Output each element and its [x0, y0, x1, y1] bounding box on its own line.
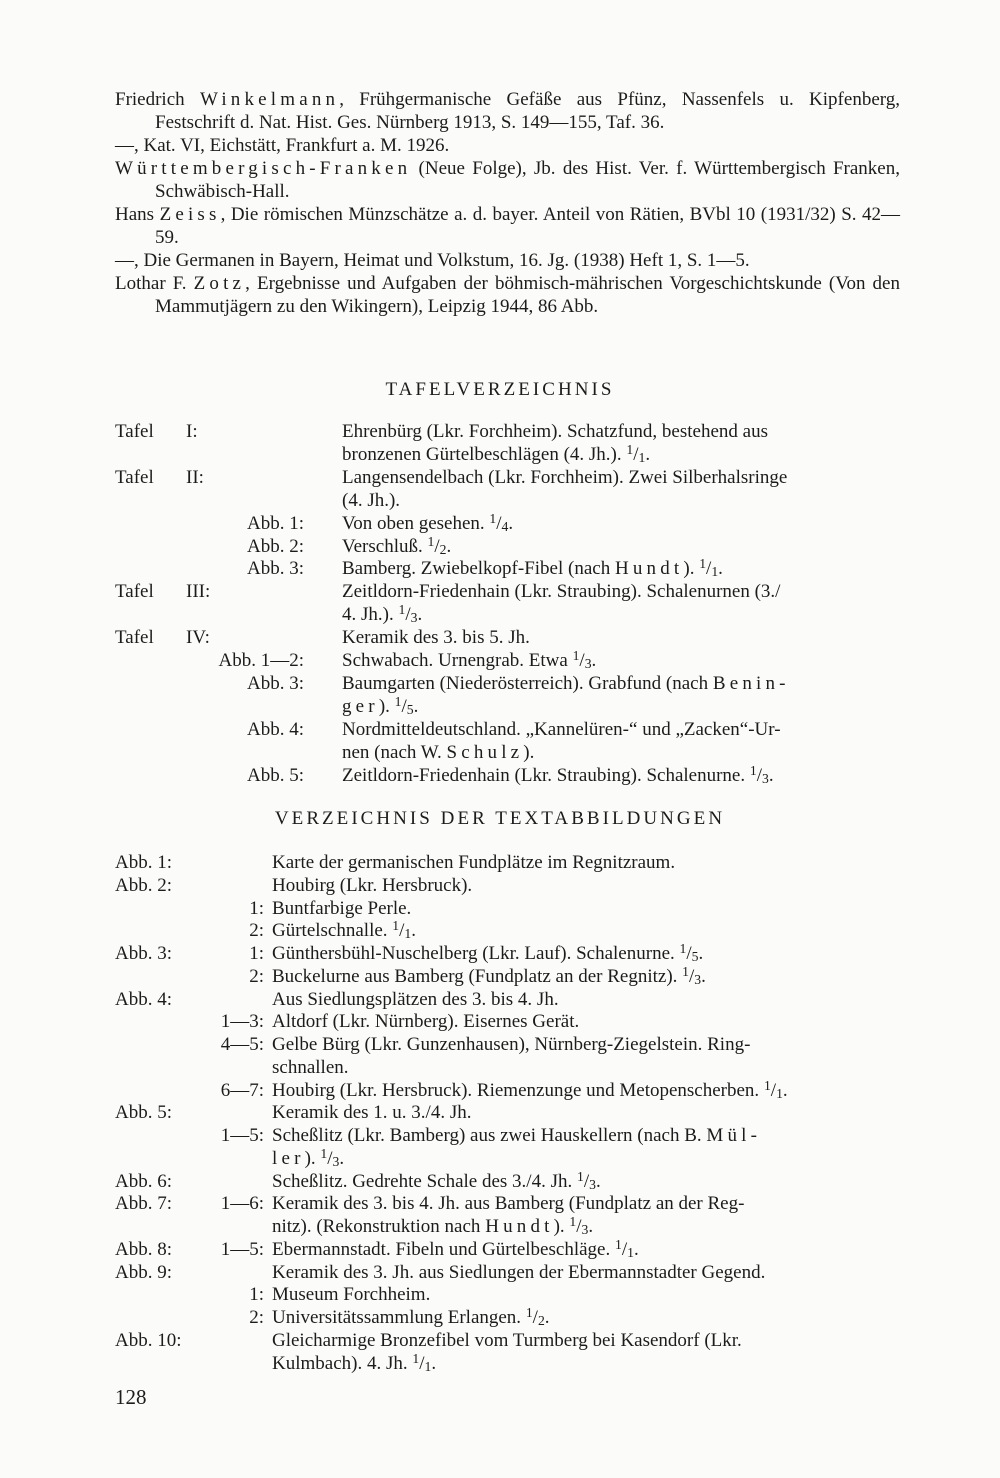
entry-row — [0, 420, 1000, 443]
scale-fraction — [569, 1213, 589, 1238]
entry-text: nen (nach W. — [342, 741, 447, 763]
entry-row — [0, 1238, 1000, 1261]
bib-entry-winkelmann-2 — [115, 134, 900, 157]
entry-description — [272, 1170, 601, 1193]
bib-entry-zeiss — [115, 203, 900, 249]
entry-text: Keramik des 3. bis 5. Jh. — [342, 627, 530, 649]
entry-text: Von oben gesehen. — [342, 512, 490, 534]
scale-fraction — [576, 1168, 596, 1192]
entry-row — [0, 672, 1000, 695]
fraction-slash: / — [399, 920, 405, 942]
fraction-slash: / — [576, 1216, 582, 1237]
entry-row — [0, 1352, 1000, 1375]
abb-label: Abb. 4: — [115, 988, 172, 1010]
fraction-numerator: 1 — [576, 1168, 584, 1184]
sub-label: 2: — [249, 920, 264, 942]
tafel-number: II: — [186, 466, 204, 488]
spaced-name: ger — [342, 695, 379, 717]
entry-text: ). — [683, 558, 700, 580]
entry-text: Gleicharmige Bronzefibel vom Turmberg bei Kasendorf (Lkr. — [272, 1329, 742, 1351]
entry-row — [0, 1306, 1000, 1329]
fraction-numerator: 1 — [614, 1236, 622, 1252]
abb-label: Abb. 9: — [115, 1261, 172, 1283]
entry-row — [0, 1147, 1000, 1170]
scale-fraction — [763, 1077, 783, 1101]
fraction-numerator: 1 — [749, 762, 757, 778]
tafel-label: Tafel — [115, 581, 154, 603]
scale-fraction — [392, 920, 411, 941]
fraction-denominator: 1 — [424, 1358, 432, 1374]
entry-text: Universitätssammlung Erlangen. — [272, 1307, 526, 1328]
entry-description — [272, 1329, 742, 1352]
tafel-label: Tafel — [115, 421, 154, 442]
bib-text: , Die römischen Münzschätze a. d. bayer. Anteil von Rätien, BVbl 10 (1931/32) S. 42—59. — [155, 204, 901, 248]
entry-text: . — [645, 443, 651, 465]
entry-description — [272, 919, 416, 942]
abb-label: Abb. 2: — [115, 874, 172, 896]
entry-text: ). — [304, 1147, 321, 1169]
fraction-numerator: 1 — [394, 693, 402, 709]
entry-description — [272, 988, 559, 1011]
fraction-numerator: 1 — [626, 441, 634, 457]
entry-row — [0, 626, 1000, 649]
bib-text: —, Kat. VI, Eichstätt, Frankfurt a. M. 1926. — [115, 135, 450, 156]
entry-row — [0, 1192, 1000, 1215]
scale-fraction — [394, 693, 414, 717]
entry-row — [0, 603, 1000, 626]
fraction-denominator: 1 — [638, 449, 646, 465]
fraction-denominator: 4 — [501, 518, 509, 534]
entry-text: ). — [523, 741, 535, 763]
tafel-label: Tafel — [115, 466, 154, 488]
fraction-slash: / — [583, 1170, 590, 1192]
author-last: Winkelmann — [200, 89, 340, 110]
entry-row — [0, 1079, 1000, 1102]
fraction-denominator: 3 — [410, 610, 418, 626]
entry-row — [0, 535, 1000, 558]
entry-text: . — [431, 1352, 437, 1374]
scale-fraction — [427, 533, 447, 557]
entry-row — [0, 512, 1000, 535]
sub-label: Abb. 2: — [247, 535, 304, 557]
entry-text: Langensendelbach (Lkr. Forchheim). Zwei Silberhalsringe — [342, 466, 788, 488]
entry-description — [272, 1147, 344, 1170]
fraction-numerator: 1 — [679, 940, 687, 956]
fraction-denominator: 3 — [762, 770, 769, 786]
entry-description — [272, 1124, 761, 1147]
tafel-number: I: — [186, 421, 198, 442]
abb-label: Abb. 6: — [115, 1170, 172, 1192]
entry-text: Keramik des 1. u. 3./4. Jh. — [272, 1102, 472, 1124]
entry-description — [272, 1192, 744, 1215]
entry-text: Altdorf (Lkr. Nürnberg). Eisernes Gerät. — [272, 1011, 580, 1033]
fraction-denominator: 5 — [406, 701, 414, 717]
entry-text: ). — [378, 695, 395, 717]
entry-text: . — [633, 1238, 639, 1260]
bib-entry-zeiss-2 — [115, 249, 900, 272]
author-last: Zeiss — [159, 204, 221, 225]
entry-description — [272, 1283, 430, 1306]
fraction-slash: / — [405, 604, 411, 626]
fraction-slash: / — [621, 1238, 628, 1260]
entry-text: Ebermannstadt. Fibeln und Gürtelbeschläge. — [272, 1238, 615, 1260]
entry-row — [0, 874, 1000, 897]
entry-description — [272, 1101, 471, 1124]
entry-text: . — [411, 920, 417, 942]
entry-text: . — [768, 764, 774, 786]
bib-entry-wuerttembergisch — [115, 157, 900, 203]
bib-text: , Frühgermanische Gefäße aus Pfünz, Nassenfels u. Kipfenberg, Festschrift d. Nat. Hist. Ges. Nürnberg 1913, S. 149—155, Taf. 36. — [155, 89, 900, 133]
author-first: Hans — [115, 204, 155, 225]
scale-fraction — [699, 558, 718, 579]
tafel-number: III: — [186, 581, 211, 603]
entry-text: . — [701, 965, 706, 987]
entry-text: bronzenen Gürtelbeschlägen (4. Jh.). — [342, 443, 627, 465]
entry-description — [342, 741, 534, 764]
entry-text: Scheßlitz. Gedrehte Schale des 3./4. Jh. — [272, 1170, 577, 1192]
bib-text: —, Die Germanen in Bayern, Heimat und Volkstum, 16. Jg. (1938) Heft 1, S. 1—5. — [115, 250, 750, 271]
entry-row — [0, 695, 1000, 718]
entry-text: . — [698, 943, 704, 964]
author-first: Friedrich — [115, 89, 185, 110]
entry-description — [342, 718, 781, 741]
spaced-name: Schulz — [446, 741, 524, 763]
sub-label: 1—5: — [220, 1238, 264, 1260]
entry-description — [342, 420, 768, 443]
entry-text: Buntfarbige Perle. — [272, 897, 412, 919]
entry-text: Zeitldorn-Friedenhain (Lkr. Straubing). Schalenurnen (3./ — [342, 581, 781, 603]
entry-row — [0, 1261, 1000, 1284]
entry-description — [272, 1306, 550, 1329]
entry-row — [0, 580, 1000, 603]
scale-fraction — [679, 940, 699, 965]
sub-label: 1: — [249, 943, 264, 964]
entry-row — [0, 1215, 1000, 1238]
fraction-denominator: 2 — [439, 541, 447, 557]
entry-row — [0, 1033, 1000, 1056]
scale-fraction — [525, 1304, 545, 1329]
sub-label: Abb. 3: — [247, 672, 304, 694]
abb-label: Abb. 3: — [115, 943, 172, 964]
fraction-denominator: 3 — [694, 971, 702, 987]
sub-label: Abb. 4: — [247, 718, 304, 740]
entry-text: ). — [553, 1216, 570, 1237]
scale-fraction — [320, 1145, 340, 1169]
fraction-numerator: 1 — [412, 1350, 420, 1366]
sub-label: 1—5: — [220, 1125, 264, 1146]
entry-row — [0, 443, 1000, 466]
scale-fraction — [682, 963, 702, 987]
entry-row — [0, 1329, 1000, 1352]
entry-text: Zeitldorn-Friedenhain (Lkr. Straubing). Schalenurne. — [342, 764, 750, 786]
entry-description — [272, 965, 706, 988]
sub-label: 1: — [249, 897, 264, 919]
scale-fraction — [749, 762, 769, 786]
entry-row — [0, 1010, 1000, 1033]
entry-text: Gelbe Bürg (Lkr. Gunzenhausen), Nürnberg-Ziegelstein. Ring- — [272, 1034, 751, 1055]
fraction-denominator: 3 — [584, 656, 592, 672]
entry-row — [0, 919, 1000, 942]
scale-fraction — [398, 604, 417, 625]
entry-text: Houbirg (Lkr. Hersbruck). Riemenzunge und Metopenscherben. — [272, 1079, 764, 1101]
sub-label: Abb. 3: — [247, 558, 304, 580]
entry-text: . — [591, 650, 597, 671]
author-last: Zotz — [193, 273, 246, 294]
entry-description — [272, 874, 472, 897]
scale-fraction — [572, 647, 592, 672]
entry-description — [342, 580, 780, 603]
fraction-slash: / — [770, 1079, 777, 1101]
entry-row — [0, 741, 1000, 764]
entry-text: (4. Jh.). — [342, 489, 401, 511]
entry-description — [272, 1261, 765, 1284]
fraction-denominator: 5 — [691, 949, 699, 965]
entry-text: Baumgarten (Niederösterreich). Grabfund (nach — [342, 672, 713, 694]
entry-text: Buckelurne aus Bamberg (Fundplatz an der Regnitz). — [272, 965, 683, 987]
fraction-numerator: 1 — [398, 602, 406, 618]
entry-row — [0, 489, 1000, 512]
entry-text: . — [413, 695, 419, 717]
fraction-slash: / — [756, 764, 762, 786]
abb-label: Abb. 5: — [115, 1102, 172, 1124]
scale-fraction — [626, 441, 646, 465]
sub-label: 1—3: — [220, 1011, 264, 1033]
entry-row — [0, 466, 1000, 489]
entry-description — [272, 1033, 750, 1056]
abb-label: Abb. 1: — [115, 852, 172, 873]
entry-description — [272, 1238, 639, 1261]
entry-text: . — [595, 1170, 601, 1192]
entry-text: Kulmbach). 4. Jh. — [272, 1352, 413, 1374]
page-number: 128 — [115, 1385, 147, 1409]
fraction-denominator: 3 — [332, 1153, 340, 1169]
entry-description — [272, 897, 411, 920]
fraction-numerator: 1 — [682, 963, 689, 979]
entry-row — [0, 718, 1000, 741]
fraction-slash: / — [686, 943, 692, 964]
spaced-name: Hundt — [614, 558, 684, 580]
fraction-numerator: 1 — [392, 918, 400, 934]
spaced-name: Hundt — [485, 1216, 554, 1237]
abb-label: Abb. 7: — [115, 1193, 172, 1215]
sub-label: 2: — [249, 1307, 264, 1328]
spaced-name: Mül- — [706, 1125, 762, 1146]
sub-label: 6—7: — [220, 1079, 264, 1101]
fraction-slash: / — [532, 1307, 538, 1328]
fraction-numerator: 1 — [525, 1304, 533, 1320]
sub-label: 2: — [249, 965, 264, 987]
sub-label: 1: — [249, 1284, 264, 1306]
textabbildungen-heading: VERZEICHNIS DER TEXTABBILDUNGEN — [274, 808, 726, 829]
entry-text: nitz). (Rekonstruktion nach — [272, 1216, 486, 1237]
bib-entry-winkelmann — [115, 88, 900, 134]
scale-fraction — [412, 1350, 432, 1374]
entry-text: Museum Forchheim. — [272, 1284, 431, 1306]
entry-row — [0, 942, 1000, 965]
bib-text: , Ergebnisse und Aufgaben der böhmisch-mährischen Vorgeschichtskunde (Von den Mammutjägern zu den Wikingern), Leipzig 1944, 86 Abb. — [155, 273, 900, 317]
fraction-slash: / — [706, 558, 712, 580]
entry-description — [342, 535, 451, 558]
entry-text: Günthersbühl-Nuschelberg (Lkr. Lauf). Schalenurne. — [272, 943, 680, 964]
fraction-denominator: 1 — [627, 1244, 634, 1260]
entry-description — [342, 626, 530, 649]
sub-label: Abb. 1: — [247, 512, 304, 534]
entry-description — [272, 1352, 436, 1375]
entry-row — [0, 649, 1000, 672]
fraction-denominator: 1 — [776, 1085, 783, 1101]
entry-text: Keramik des 3. Jh. aus Siedlungen der Ebermannstadter Gegend. — [272, 1261, 766, 1283]
sub-label: Abb. 1—2: — [218, 650, 304, 671]
scale-fraction — [614, 1236, 634, 1260]
entry-description — [342, 649, 596, 672]
tafelverzeichnis-heading: TAFELVERZEICHNIS — [385, 379, 615, 400]
fraction-numerator: 1 — [699, 556, 707, 572]
entry-row — [0, 1170, 1000, 1193]
entry-description — [342, 489, 400, 512]
entry-text: . — [417, 604, 423, 626]
fraction-slash: / — [579, 650, 585, 671]
entry-text: . — [446, 535, 452, 557]
entry-row — [0, 557, 1000, 580]
entry-text: Scheßlitz (Lkr. Bamberg) aus zwei Hauskellern (nach B. — [272, 1125, 707, 1146]
entry-text: Karte der germanischen Fundplätze im Regnitzraum. — [272, 852, 676, 873]
entry-row — [0, 1056, 1000, 1079]
fraction-slash: / — [633, 443, 639, 465]
entry-text: Ehrenbürg (Lkr. Forchheim). Schatzfund, bestehend aus — [342, 421, 768, 442]
fraction-slash: / — [496, 512, 502, 534]
entry-row — [0, 851, 1000, 874]
author-first: Lothar F. — [115, 273, 187, 294]
entry-text: Schwabach. Urnengrab. Etwa — [342, 650, 573, 671]
entry-description — [342, 557, 723, 580]
entry-row — [0, 1283, 1000, 1306]
entry-text: Verschluß. — [342, 535, 428, 557]
entry-text: Gürtelschnalle. — [272, 920, 393, 942]
tafel-label: Tafel — [115, 627, 154, 649]
fraction-slash: / — [689, 965, 695, 987]
entry-text: . — [339, 1147, 345, 1169]
entry-description — [272, 1056, 349, 1079]
entry-description — [342, 466, 787, 489]
entry-text: 4. Jh.). — [342, 604, 399, 626]
fraction-slash: / — [419, 1352, 425, 1374]
abb-label: Abb. 8: — [115, 1238, 172, 1260]
entry-description — [342, 672, 790, 695]
entry-description — [272, 1010, 579, 1033]
entry-text: . — [718, 558, 723, 580]
fraction-numerator: 1 — [320, 1145, 328, 1161]
entry-text: . — [544, 1307, 550, 1328]
entry-text: Keramik des 3. bis 4. Jh. aus Bamberg (Fundplatz an der Reg- — [272, 1193, 745, 1215]
fraction-denominator: 3 — [589, 1176, 596, 1192]
bibliography — [115, 88, 900, 318]
fraction-denominator: 3 — [581, 1222, 589, 1238]
bib-text: (Neue Folge), Jb. des Hist. Ver. f. Württembergisch Franken, Schwäbisch-Hall. — [155, 158, 900, 202]
fraction-numerator: 1 — [489, 510, 497, 526]
fraction-denominator: 2 — [537, 1313, 545, 1329]
entry-description — [342, 764, 774, 787]
entry-description — [272, 1079, 788, 1102]
entry-description — [342, 603, 422, 626]
entry-row — [0, 1124, 1000, 1147]
entry-description — [272, 942, 703, 965]
entry-row — [0, 764, 1000, 787]
entry-text: Bamberg. Zwiebelkopf-Fibel (nach — [342, 558, 615, 580]
entry-description — [342, 695, 418, 718]
entry-description — [272, 1215, 593, 1238]
entry-text: Nordmitteldeutschland. „Kannelüren-“ und „Zacken“-Ur- — [342, 718, 781, 740]
fraction-numerator: 1 — [572, 647, 580, 663]
fraction-numerator: 1 — [569, 1213, 577, 1229]
fraction-slash: / — [327, 1147, 333, 1169]
scale-fraction — [489, 510, 509, 534]
fraction-slash: / — [401, 695, 407, 717]
entry-description — [342, 443, 650, 466]
fraction-numerator: 1 — [763, 1077, 771, 1093]
entry-description — [342, 512, 513, 535]
entry-text: . — [508, 512, 514, 534]
sub-label: 4—5: — [220, 1034, 264, 1055]
entry-description — [272, 851, 675, 874]
spaced-name: Benin- — [712, 672, 790, 694]
entry-row — [0, 965, 1000, 988]
entry-row — [0, 988, 1000, 1011]
fraction-numerator: 1 — [427, 533, 435, 549]
tafel-number: IV: — [186, 627, 210, 649]
entry-text: schnallen. — [272, 1056, 349, 1078]
bib-entry-zotz — [115, 272, 900, 318]
spaced-title: Württembergisch-Franken — [115, 158, 412, 179]
entry-row — [0, 897, 1000, 920]
entry-text: . — [782, 1079, 788, 1101]
fraction-denominator: 1 — [404, 926, 412, 942]
spaced-name: ler — [272, 1147, 305, 1169]
sub-label: 1—6: — [220, 1193, 264, 1215]
entry-text: Houbirg (Lkr. Hersbruck). — [272, 874, 473, 896]
entry-text: Aus Siedlungsplätzen des 3. bis 4. Jh. — [272, 988, 559, 1010]
fraction-slash: / — [434, 535, 440, 557]
entry-text: . — [588, 1216, 594, 1237]
fraction-denominator: 1 — [711, 564, 719, 580]
sub-label: Abb. 5: — [247, 764, 304, 786]
abb-label: Abb. 10: — [115, 1329, 182, 1351]
entry-row — [0, 1101, 1000, 1124]
